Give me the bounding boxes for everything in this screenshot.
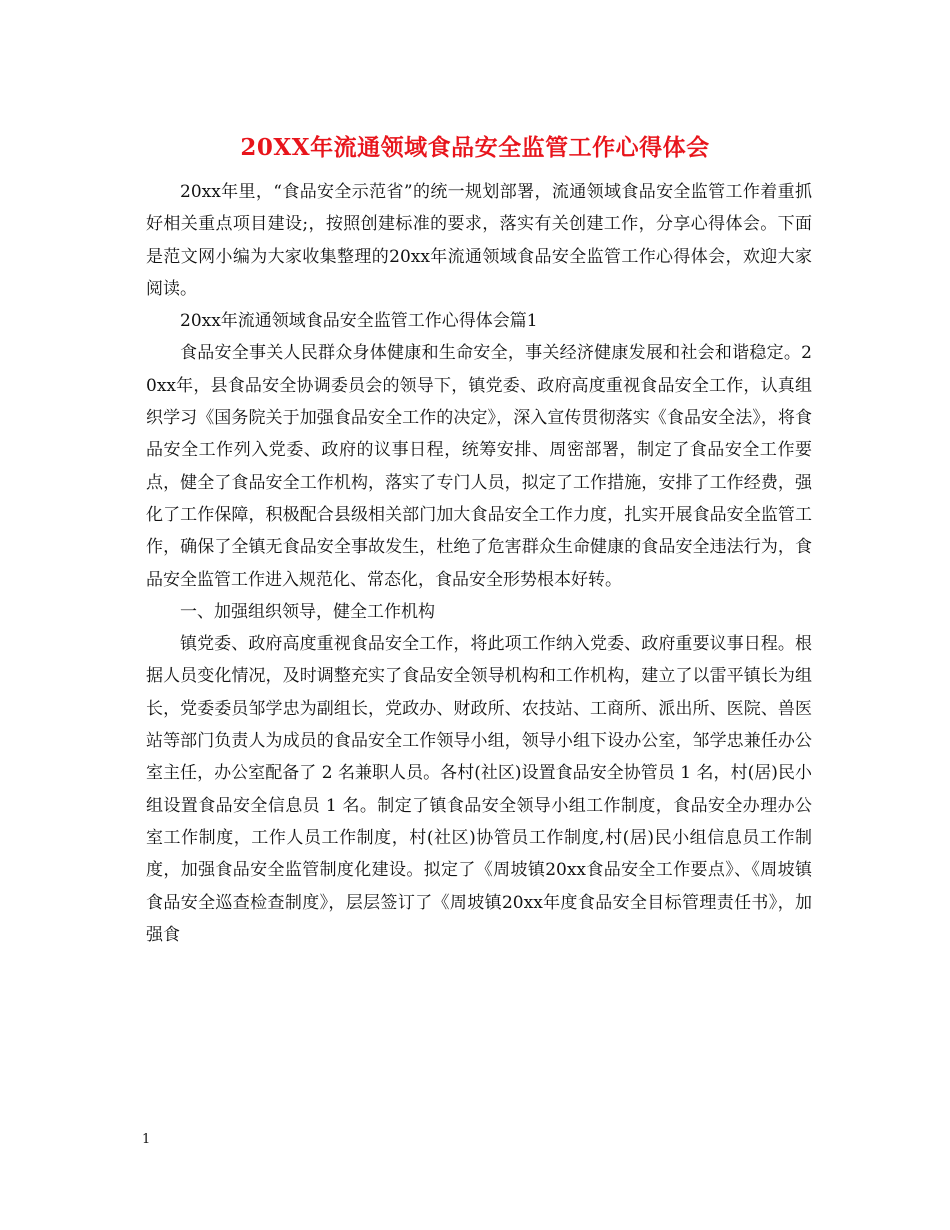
section-heading-organization: 一、加强组织领导，健全工作机构 (180, 601, 435, 622)
document-body (146, 176, 812, 951)
paragraph-overview: 食品安全事关人民群众身体健康和生命安全，事关经济健康发展和社会和谐稳定。20xx年，县食品安全协调委员会的领导下，镇党委、政府高度重视食品安全工作，认真组织学习《国务院关于加强食品安全工作的决定》，深入宣传贯彻落实《食品安全法》，将食品安全工作列入党委、政府的议事日程，统筹安排、周密部署，制定了食品安全工作要点，健全了食品安全工作机构，落实了专门人员，拟定了工作措施，安排了工作经费，强化了工作保障，积极配合县级相关部门加大食品安全工作力度，扎实开展食品安全监管工作，确保了全镇无食品安全事故发生，杜绝了危害群众生命健康的食品安全违法行为，食品安全监管工作进入规范化、常态化，食品安全形势根本好转。 (146, 343, 812, 590)
paragraph-intro: 20xx年里，“食品安全示范省”的统一规划部署，流通领域食品安全监管工作着重抓好相关重点项目建设;，按照创建标准的要求，落实有关创建工作，分享心得体会。下面是范文网小编为大家收集整理的20xx年流通领域食品安全监管工作心得体会，欢迎大家阅读。 (146, 182, 812, 299)
page-number: 1 (142, 1132, 151, 1147)
paragraph-organization: 镇党委、政府高度重视食品安全工作，将此项工作纳入党委、政府重要议事日程。根据人员变化情况，及时调整充实了食品安全领导机构和工作机构，建立了以雷平镇长为组长，党委委员邹学忠为副组长，党政办、财政所、农技站、工商所、派出所、医院、兽医站等部门负责人为成员的食品安全工作领导小组，领导小组下设办公室，邹学忠兼任办公室主任，办公室配备了 2 名兼职人员。各村(社区)设置食品安全协管员 1 名，村(居)民小组设置食品安全信息员 1 名。制定了镇食品安全领导小组工作制度，食品安全办理办公室工作制度，工作人员工作制度，村(社区)协管员工作制度,村(居)民小组信息员工作制度，加强食品安全监管制度化建设。拟定了《周坡镇20xx食品安全工作要点》、《周坡镇食品安全巡查检查制度》，层层签订了《周坡镇20xx年度食品安全目标管理责任书》，加强食 (146, 634, 812, 945)
document-title: 20XX年流通领域食品安全监管工作心得体会 (240, 134, 710, 161)
section-heading-part-1: 20xx年流通领域食品安全监管工作心得体会篇1 (180, 311, 538, 332)
